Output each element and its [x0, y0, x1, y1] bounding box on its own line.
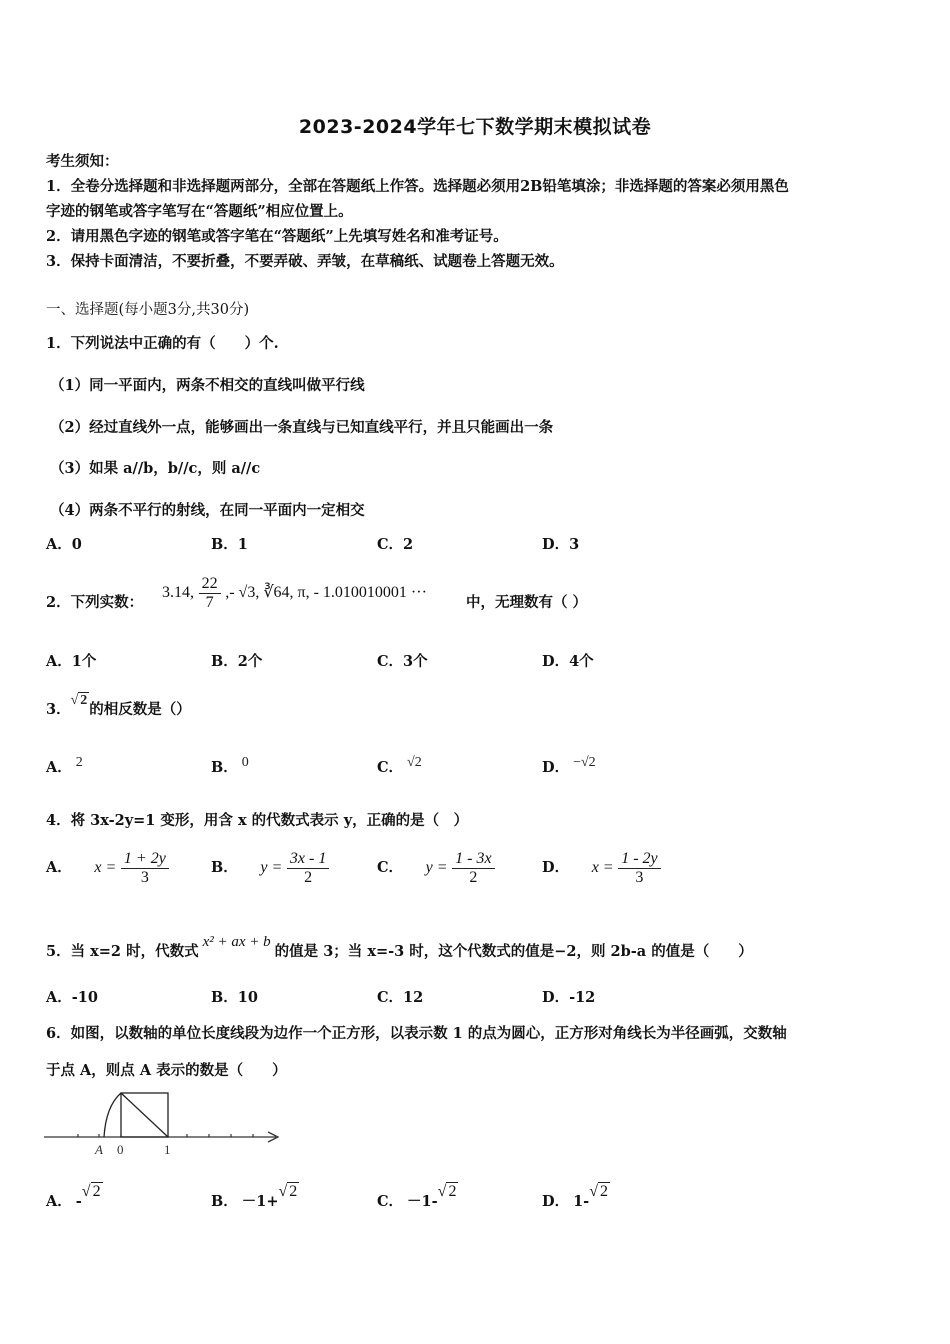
- q6-option-radical: √ 2: [81, 1183, 101, 1200]
- q2-option-b[interactable]: B．2个: [211, 653, 263, 670]
- q6-option-b[interactable]: [211, 1183, 299, 1212]
- q4-frac-den: 2: [469, 868, 478, 886]
- q4-option-fraction: [287, 850, 329, 887]
- q6-option-a[interactable]: [46, 1183, 103, 1212]
- q4-option-lhs: y =: [425, 859, 448, 876]
- q3-option-d[interactable]: [542, 755, 596, 779]
- q1-option-d[interactable]: D．3: [542, 536, 580, 553]
- q5-stem-a: 5．当 x=2 时，代数式: [46, 943, 199, 960]
- notice-item: 2．请用黑色字迹的钢笔或答字笔在“答题纸”上先填写姓名和准考证号。: [46, 228, 508, 245]
- origin-label: 0: [117, 1142, 124, 1157]
- q3-option-label: B．: [211, 759, 238, 776]
- q4-frac-den: 3: [140, 868, 149, 886]
- q1-option-b[interactable]: B．1: [211, 536, 248, 553]
- q2-option-a[interactable]: A．1个: [46, 653, 97, 670]
- q4-option-fraction: [121, 850, 169, 887]
- q6-option-prefix: －1-: [407, 1193, 438, 1210]
- q4-option-d[interactable]: [542, 846, 661, 890]
- q4-option-label: B．: [211, 859, 238, 876]
- q6-option-radicand: 2: [289, 1183, 298, 1200]
- q4-frac-num: 1 - 3x: [452, 850, 494, 869]
- q4-frac-num: 1 - 2y: [618, 850, 660, 869]
- q2-expr-part: 3.14,: [162, 584, 194, 601]
- q6-option-prefix: 1-: [573, 1193, 590, 1210]
- q6-option-prefix: -: [75, 1193, 82, 1210]
- q5-option-a[interactable]: A．-10: [46, 989, 98, 1006]
- q3-radicand: 2: [80, 693, 88, 708]
- q5-expression: x² + ax + b: [202, 934, 271, 950]
- q6-option-prefix: －1+: [241, 1193, 279, 1210]
- q4-option-label: A．: [46, 859, 72, 876]
- q4-frac-den: 2: [304, 868, 313, 886]
- q2-tail: 中，无理数有（ ）: [466, 594, 588, 611]
- q2-expression: [162, 568, 427, 618]
- q6-option-label: A．: [46, 1193, 72, 1210]
- q2-option-d[interactable]: D．4个: [542, 653, 594, 670]
- q4-frac-num: 3x - 1: [287, 850, 329, 869]
- q6-option-radicand: 2: [448, 1183, 457, 1200]
- q3-option-value: 0: [241, 755, 249, 770]
- q6-stem: 6．如图，以数轴的单位长度线段为边作一个正方形，以表示数 1 的点为圆心，正方形对角线长为半径画弧，交数轴: [46, 1025, 787, 1042]
- q2-expr-part: ,- √3, ∛64, π, - 1.010010001 ···: [225, 584, 427, 601]
- q3-stem-text: 的相反数是（）: [89, 701, 191, 718]
- q4-option-label: D．: [542, 859, 570, 876]
- notice-item: 1．全卷分选择题和非选择题两部分，全部在答题纸上作答。选择题必须用2B铅笔填涂；非选择题的答案必须用黑色: [46, 178, 789, 195]
- square-diagonal: [121, 1093, 168, 1137]
- arc: [104, 1093, 121, 1137]
- q6-option-label: C．: [377, 1193, 404, 1210]
- q3-option-value: −√2: [573, 755, 596, 770]
- q3-option-label: A．: [46, 759, 72, 776]
- point-a-label: A: [95, 1142, 103, 1157]
- notice-heading: 考生须知：: [46, 153, 119, 170]
- q2-option-c[interactable]: C．3个: [377, 653, 428, 670]
- q5-option-c[interactable]: C．12: [377, 989, 424, 1006]
- q6-stem-continued: 于点 A，则点 A 表示的数是（ ）: [46, 1062, 287, 1079]
- number-line-figure: [40, 1088, 290, 1160]
- q3-option-value: 2: [75, 755, 83, 770]
- q3-option-label: D．: [542, 759, 570, 776]
- q2-stem: 2．下列实数：: [46, 594, 144, 611]
- q4-option-c[interactable]: [377, 846, 495, 890]
- q6-option-radical: √ 2: [278, 1183, 298, 1200]
- q6-option-radical: √ 2: [437, 1183, 457, 1200]
- notice-item: 3．保持卡面清洁，不要折叠，不要弄破、弄皱，在草稿纸、试题卷上答题无效。: [46, 253, 564, 270]
- q1-stem: 1．下列说法中正确的有（ ）个.: [46, 335, 279, 352]
- q4-option-b[interactable]: [211, 846, 329, 890]
- q6-option-label: B．: [211, 1193, 238, 1210]
- one-label: 1: [164, 1142, 171, 1157]
- q5-stem-b: 的值是 3；当 x=-3 时，这个代数式的值是−2，则 2b-a 的值是（ ）: [274, 943, 753, 960]
- q2-frac-den: 7: [205, 593, 214, 611]
- q4-option-fraction: [618, 850, 660, 887]
- q3-number: 3．: [46, 701, 71, 718]
- q2-frac-num: 22: [199, 575, 221, 594]
- q4-frac-den: 3: [635, 868, 644, 886]
- q1-option-c[interactable]: C．2: [377, 536, 414, 553]
- q1-statement: （2）经过直线外一点，能够画出一条直线与已知直线平行，并且只能画出一条: [50, 419, 554, 436]
- notice-item: 字迹的钢笔或答字笔写在“答题纸”相应位置上。: [46, 203, 353, 220]
- q6-option-radicand: 2: [599, 1183, 608, 1200]
- q1-statement: （3）如果 a//b，b//c，则 a//c: [50, 460, 261, 477]
- q4-frac-num: 1 + 2y: [121, 850, 169, 869]
- q4-option-a[interactable]: [46, 846, 169, 890]
- q6-option-radicand: 2: [92, 1183, 101, 1200]
- q4-option-lhs: y =: [260, 859, 283, 876]
- q4-stem: 4．将 3x-2y=1 变形，用含 x 的代数式表示 y，正确的是（ ）: [46, 812, 469, 829]
- q5-option-d[interactable]: D．-12: [542, 989, 596, 1006]
- q1-option-a[interactable]: A．0: [46, 536, 82, 553]
- q6-option-c[interactable]: [377, 1183, 458, 1212]
- q5-stem: [46, 934, 753, 962]
- q3-option-a[interactable]: [46, 755, 83, 779]
- q3-option-b[interactable]: [211, 755, 249, 779]
- q4-option-lhs: x =: [591, 859, 614, 876]
- q3-option-value: √2: [407, 755, 422, 770]
- q3-option-c[interactable]: [377, 755, 422, 779]
- q6-option-d[interactable]: [542, 1183, 610, 1212]
- q4-option-label: C．: [377, 859, 404, 876]
- q1-statement: （1）同一平面内，两条不相交的直线叫做平行线: [50, 377, 365, 394]
- q4-option-fraction: [452, 850, 494, 887]
- q3-option-label: C．: [377, 759, 404, 776]
- q5-option-b[interactable]: B．10: [211, 989, 258, 1006]
- page-title: 2023-2024学年七下数学期末模拟试卷: [298, 116, 652, 138]
- section-heading: 一、选择题(每小题3分,共30分): [46, 302, 250, 318]
- q6-option-radical: √ 2: [589, 1183, 608, 1200]
- q6-option-label: D．: [542, 1193, 570, 1210]
- q4-option-lhs: x =: [94, 859, 117, 876]
- q2-fraction: [199, 575, 221, 612]
- q3-radical: √ 2: [70, 693, 88, 708]
- q3-stem: [46, 693, 191, 721]
- q1-statement: （4）两条不平行的射线，在同一平面内一定相交: [50, 502, 365, 519]
